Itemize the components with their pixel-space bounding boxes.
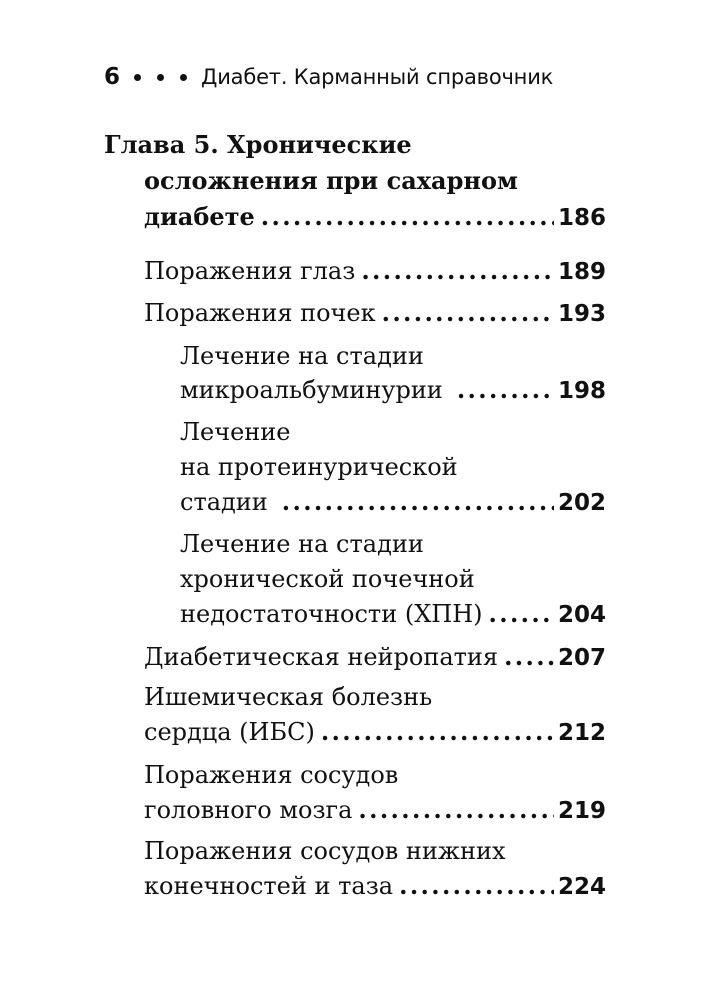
page-ref: 193 [557,301,606,327]
toc-entry-line [144,679,432,715]
dot-leader [282,484,554,520]
dot-leader [399,868,554,904]
dot-leader [321,714,554,750]
toc-entry-text: микроальбуминурии [180,376,443,404]
page-ref: 202 [557,490,606,516]
toc-entry-text: Лечение [180,418,291,446]
dot-leader [489,596,554,632]
toc-subentry-line [180,526,424,562]
toc-subentry-line [180,338,424,374]
dot-leader [361,253,554,289]
page-ref: 186 [557,205,606,231]
toc-entry-text: хронической почечной [180,565,475,593]
toc-subentry[interactable] [180,372,606,408]
toc-entry-line [144,757,398,793]
toc-entry-text: Лечение на стадии [180,530,424,558]
book-title: Диабет. Карманный справочник [201,65,554,89]
toc-subentry-line [180,561,475,597]
toc-subentry[interactable] [180,484,606,520]
toc-entry[interactable] [144,253,606,289]
dot-leader [382,295,554,331]
page-ref: 189 [557,259,606,285]
toc-subentry-line [180,449,458,485]
dot-leader [261,199,554,235]
chapter-title-line [144,163,518,199]
page-number: 6 [104,64,121,90]
dot-icon [134,74,141,81]
toc-entry[interactable] [144,868,606,904]
toc-entry-text: стадии [180,488,268,516]
toc-entry-text: конечностей и таза [144,872,394,900]
dot-icon [157,74,164,81]
page-ref: 224 [557,874,606,900]
toc-entry-line [144,833,506,869]
page-ref: 212 [557,720,606,746]
separator-dots [134,74,187,81]
toc-entry[interactable] [144,792,606,828]
toc-entry-text: недостаточности (ХПН) [180,600,483,628]
toc-subentry[interactable] [180,596,606,632]
toc-entry-text: Поражения сосудов нижних [144,837,506,865]
toc-entry-text: Поражения сосудов [144,761,399,789]
page-ref: 198 [557,378,606,404]
page-ref: 219 [557,798,606,824]
page-ref: 204 [557,602,606,628]
page-ref: 207 [557,645,606,671]
chapter-title-line [104,127,412,163]
toc-entry-text: головного мозга [144,796,353,824]
toc-entry[interactable] [144,295,606,331]
running-head [104,60,553,94]
toc-entry-text: Поражения глаз [144,257,356,285]
toc-subentry-line [180,414,291,450]
dot-leader [358,792,554,828]
dot-leader [457,372,554,408]
toc-entry-text: Лечение на стадии [180,342,424,370]
chapter-title-text: диабете [144,202,255,231]
toc-entry-text: Диабетическая нейропатия [144,643,499,671]
toc-entry-text: на протеинурической [180,453,458,481]
dot-icon [180,74,187,81]
chapter-title-line[interactable] [144,199,606,235]
toc-entry-text: Поражения почек [144,299,376,327]
toc-entry[interactable] [144,639,606,675]
toc-entry-text: Ишемическая болезнь [144,683,433,711]
toc-entry-text: сердца (ИБС) [144,718,315,746]
dot-leader [504,639,554,675]
chapter-title-text: Глава 5. Хронические [104,130,412,159]
chapter-title-text: осложнения при сахарном [144,166,518,195]
toc-entry[interactable] [144,714,606,750]
